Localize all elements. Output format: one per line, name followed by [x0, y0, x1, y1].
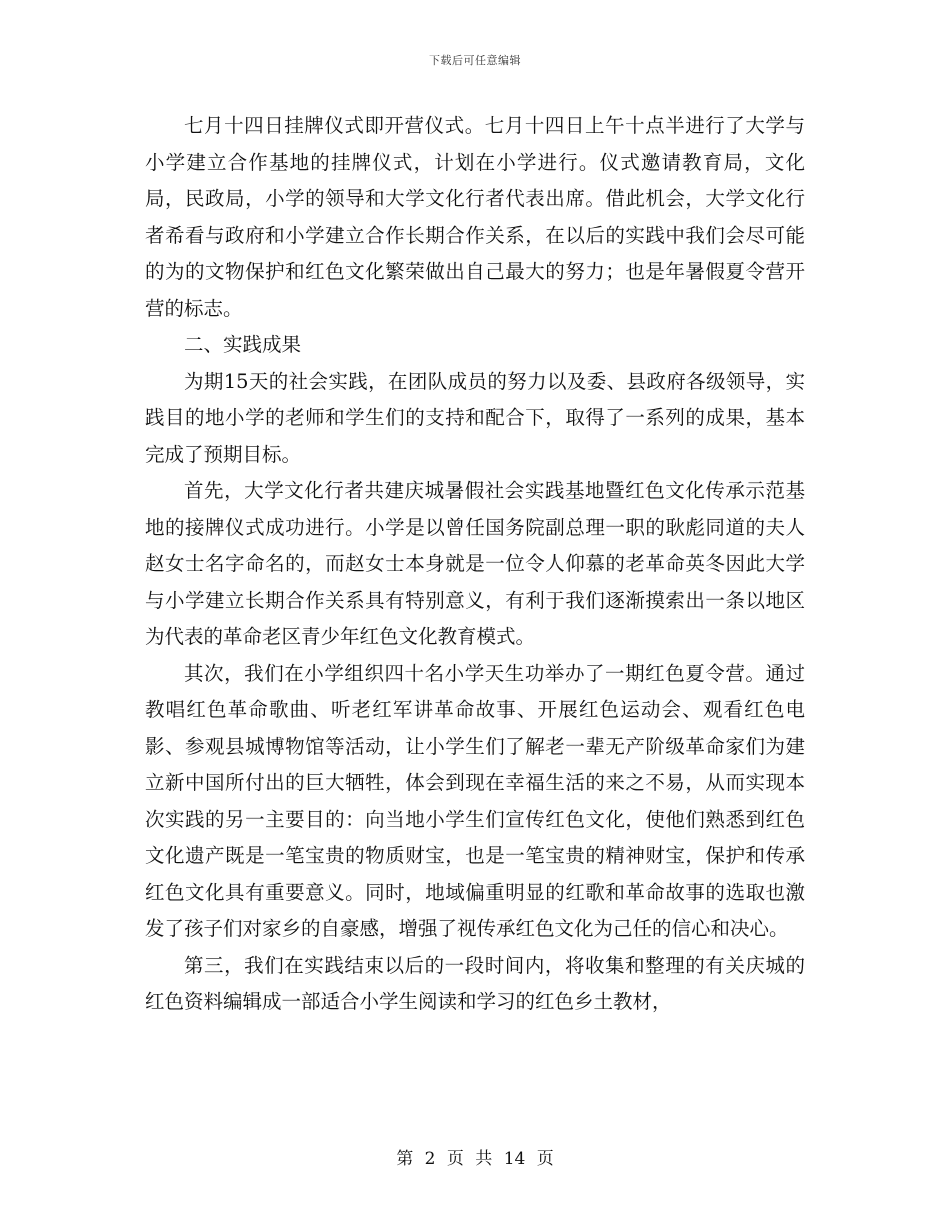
paragraph-third: 第三，我们在实践结束以后的一段时间内，将收集和整理的有关庆城的红色资料编辑成一部适合小学生阅读和学习的红色乡土教材，: [145, 953, 805, 1013]
paragraph-opening-ceremony: 七月十四日挂牌仪式即开营仪式。七月十四日上午十点半进行了大学与小学建立合作基地的挂牌仪式，计划在小学进行。仪式邀请教育局，文化局，民政局，小学的领导和大学文化行者代表出席。借此机会，大学文化行者希看与政府和小学建立合作长期合作关系，在以后的实践中我们会尽可能的为的文物保护和红色文化繁荣做出自己最大的努力；也是年暑假夏令营开营的标志。: [145, 114, 805, 320]
page-number-footer: 第 2 页 共 14 页: [396, 1149, 554, 1169]
page-header: 下载后可任意编辑: [429, 54, 521, 67]
body-text: [145, 108, 805, 1021]
paragraph-first: 首先，大学文化行者共建庆城暑假社会实践基地暨红色文化传承示范基地的接牌仪式成功进行。小学是以曾任国务院副总理一职的耿彪同道的夫人赵女士名字命名的，而赵女士本身就是一位令人仰慕的老革命英冬因此大学与小学建立长期合作关系具有特别意义，有利于我们逐渐摸索出一条以地区为代表的革命老区青少年红色文化教育模式。: [145, 479, 805, 648]
section-heading-results: 二、实践成果: [184, 333, 302, 356]
paragraph-results-intro: 为期15天的社会实践，在团队成员的努力以及委、县政府各级领导，实践目的地小学的老师和学生们的支持和配合下，取得了一系列的成果，基本完成了预期目标。: [145, 369, 805, 466]
paragraph-second: 其次，我们在小学组织四十名小学天生功举办了一期红色夏令营。通过教唱红色革命歌曲、听老红军讲革命故事、开展红色运动会、观看红色电影、参观县城博物馆等活动，让小学生们了解老一辈无产阶级革命家们为建立新中国所付出的巨大牺牲，体会到现在幸福生活的来之不易，从而实现本次实践的另一主要目的：向当地小学生们宣传红色文化，使他们熟悉到红色文化遗产既是一笔宝贵的物质财宝，也是一笔宝贵的精神财宝，保护和传承红色文化具有重要意义。同时，地域偏重明显的红歌和革命故事的选取也激发了孩子们对家乡的自豪感，增强了视传承红色文化为己任的信心和决心。: [145, 661, 805, 940]
